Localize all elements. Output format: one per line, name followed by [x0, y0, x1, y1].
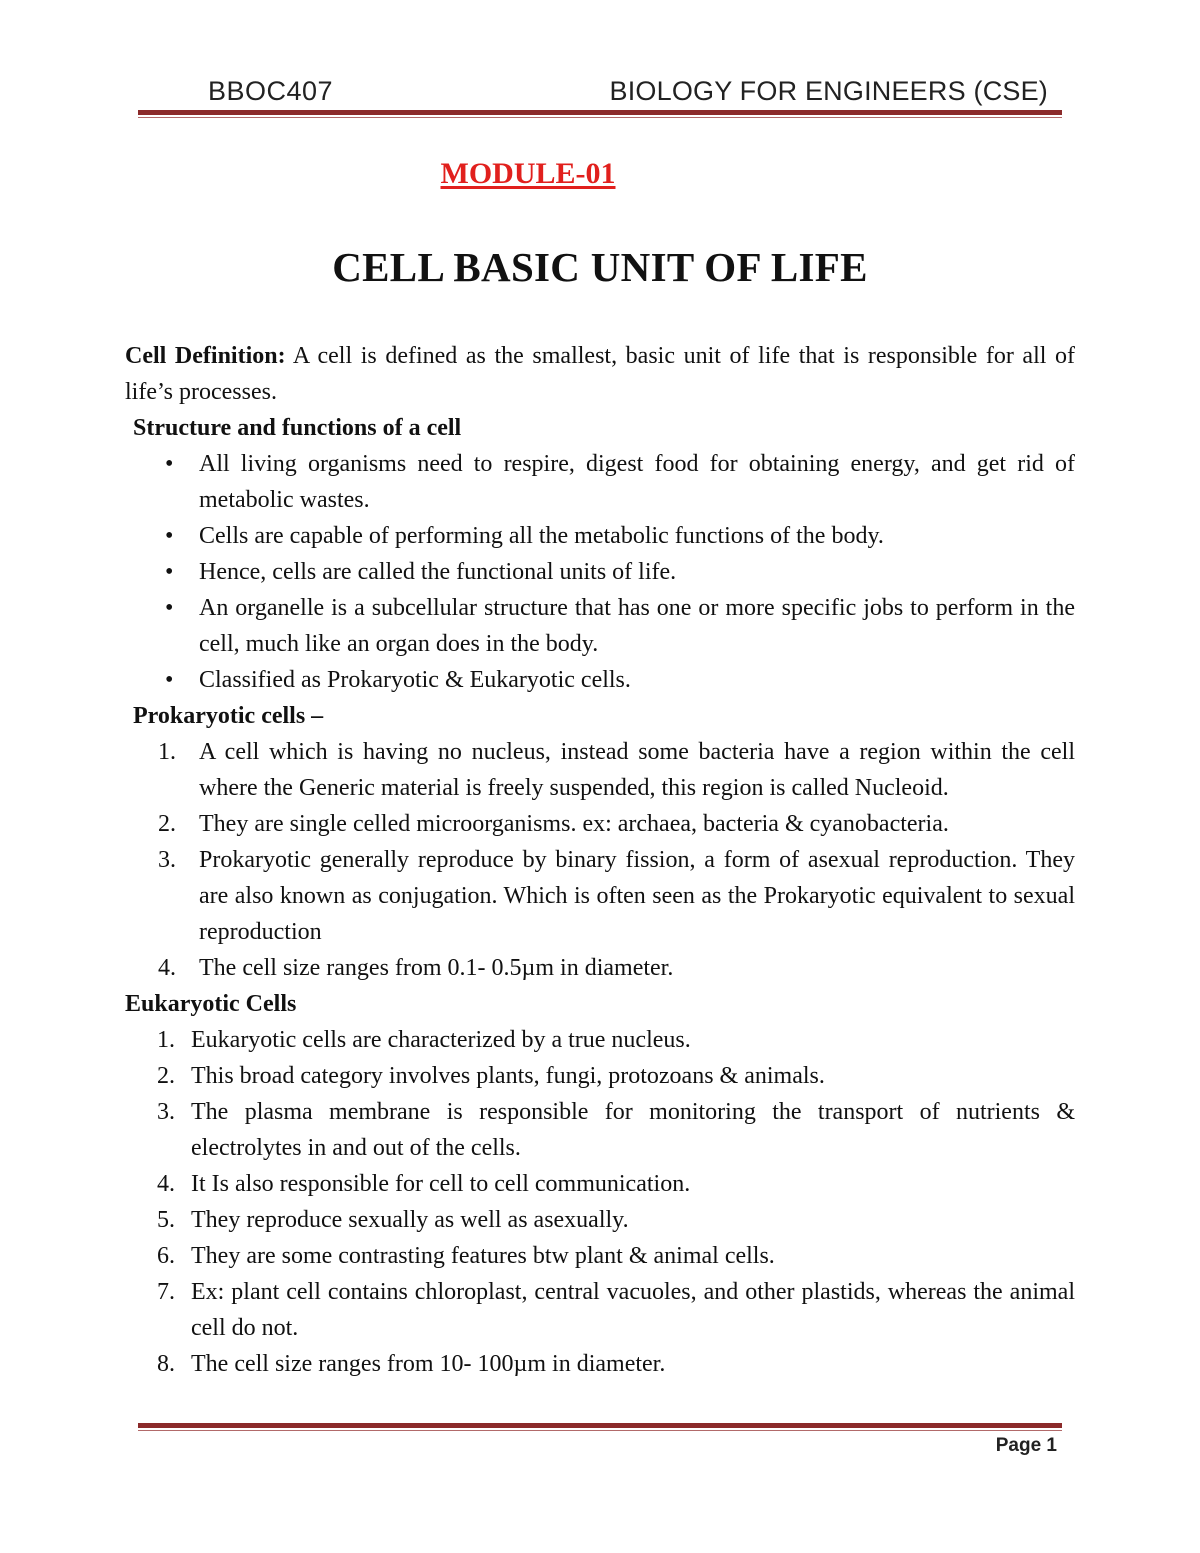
- course-title: BIOLOGY FOR ENGINEERS (CSE): [609, 76, 1048, 106]
- footer-rule-thin: [138, 1430, 1062, 1431]
- eukaryotic-heading: Eukaryotic Cells: [125, 991, 297, 1017]
- list-item: 5. They reproduce sexually as well as asexually.: [157, 1207, 629, 1233]
- list-item: 4. It Is also responsible for cell to cell communication.: [157, 1171, 691, 1197]
- list-item: 2. They are single celled microorganisms. ex: archaea, bacteria & cyanobacteria.: [158, 811, 949, 837]
- definition-text: A cell is defined as the smallest, basic unit of life that is responsible for all of life’s processes.: [125, 343, 1075, 405]
- bullet-icon: •: [165, 523, 174, 549]
- document-body: [125, 338, 1075, 1382]
- prokaryotic-heading: Prokaryotic cells –: [133, 703, 324, 729]
- page-number: Page 1: [995, 1435, 1057, 1456]
- list-item: • All living organisms need to respire, digest food for obtaining energy, and get rid of metabolic wastes.: [125, 446, 1075, 518]
- list-item: 1. Eukaryotic cells are characterized by a true nucleus.: [157, 1027, 691, 1053]
- bullet-icon: •: [165, 667, 174, 693]
- list-item: • Hence, cells are called the functional units of life.: [125, 554, 1075, 590]
- list-item: 3. The plasma membrane is responsible for monitoring the transport of nutrients & electrolytes in and out of the cells.: [157, 1099, 1075, 1161]
- cell-definition: [125, 338, 1075, 410]
- list-item: 2. This broad category involves plants, fungi, protozoans & animals.: [157, 1063, 825, 1089]
- module-label: MODULE-01: [440, 157, 616, 190]
- header-rule: [138, 110, 1062, 115]
- structure-list: [125, 446, 1075, 698]
- list-item: 7. Ex: plant cell contains chloroplast, central vacuoles, and other plastids, whereas the animal cell do not.: [157, 1279, 1075, 1341]
- list-item: • An organelle is a subcellular structure that has one or more specific jobs to perform in the cell, much like an organ does in the body.: [125, 590, 1075, 662]
- structure-heading: Structure and functions of a cell: [133, 415, 462, 441]
- list-item: 8. The cell size ranges from 10- 100µm in diameter.: [157, 1351, 666, 1377]
- list-item: 1. A cell which is having no nucleus, instead some bacteria have a region within the cell where the Generic material is freely suspended, this region is called Nucleoid.: [158, 739, 1075, 801]
- list-item: 6. They are some contrasting features btw plant & animal cells.: [157, 1243, 775, 1269]
- eukaryotic-list: [125, 1022, 1075, 1382]
- bullet-icon: •: [165, 451, 174, 477]
- definition-label: Cell Definition:: [125, 343, 286, 369]
- list-item: 3. Prokaryotic generally reproduce by binary fission, a form of asexual reproduction. They are also known as conjugation. Which is often seen as the Prokaryotic equivalent to sexual reproduction: [158, 847, 1075, 945]
- bullet-icon: •: [165, 595, 174, 621]
- list-item: • Classified as Prokaryotic & Eukaryotic cells.: [125, 662, 1075, 698]
- prokaryotic-list: [125, 734, 1075, 986]
- header-rule-thin: [138, 117, 1062, 118]
- page-title: CELL BASIC UNIT OF LIFE: [332, 244, 868, 290]
- footer-rule: [138, 1423, 1062, 1428]
- bullet-icon: •: [165, 559, 174, 585]
- course-code: BBOC407: [208, 76, 334, 106]
- list-item: • Cells are capable of performing all the metabolic functions of the body.: [125, 518, 1075, 554]
- list-item: 4. The cell size ranges from 0.1- 0.5µm in diameter.: [158, 955, 674, 981]
